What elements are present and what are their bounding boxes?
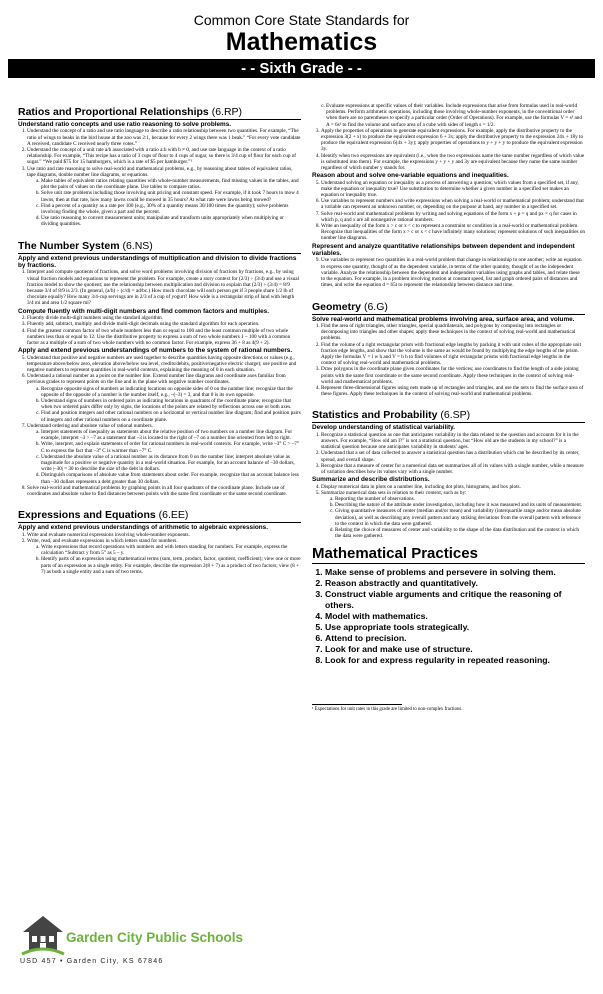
practice-item: 6. Attend to precision.: [325, 633, 585, 644]
sub-standard-item: b. Understand signs of numbers in ordered pairs as indicating locations in quadrants of the coordinate plane; recognize that when two ordered pairs differ only by signs, the locations of the points are related by reflections across one or both axes.: [41, 398, 301, 410]
standard-item: 1. Understand the concept of a ratio and use ratio language to describe a ratio relationship between two quantities. For example, “The ratio of wings to beaks in the bird house at the zoo was 2:1, because for every 2 wings there was 1 beak.” “For every vote candidate A received, candidate C received nearly three votes.”: [27, 128, 301, 147]
section-title-sp: Statistics and Probability (6.SP): [312, 409, 585, 423]
right-column: [312, 103, 585, 983]
standards-list: [18, 355, 301, 498]
sub-standard-item: d. Use ratio reasoning to convert measurement units; manipulate and transform units appropriately when multiplying or dividing quantities.: [41, 215, 301, 227]
standards-list: [18, 269, 301, 306]
sub-standard-item: d. Relating the choice of measures of center and variability to the shape of the data distribution and the context in which the data were gathered.: [335, 527, 585, 539]
cluster-heading: Apply and extend previous understandings of multiplication and division to divide fractions by fractions.: [18, 254, 297, 270]
sub-standard-item: c. Giving quantitative measures of center (median and/or mean) and variability (interquartile range and/or mean absolute deviation), as well as describing any overall pattern and any striking deviations from the overall pattern with reference to the context in which the data were gathered.: [335, 508, 585, 527]
practice-item: 3. Construct viable arguments and critique the reasoning of others.: [325, 589, 585, 611]
sub-standards-list: [27, 178, 301, 228]
sub-standard-item: b. Identify parts of an expression using mathematical terms (sum, term, product, factor, quotient, coefficient); view one or more parts of an expression as a single entity. For example, describe the expression 2(8 + 7) as a product of two factors; view (8 + 7) as both a single entity and a sum of two terms.: [41, 556, 301, 575]
left-column: [18, 103, 301, 983]
standard-item: 3. Draw polygons in the coordinate plane given coordinates for the vertices; use coordinates to find the length of a side joining points with the same first coordinate or the same second coordinate. Apply these techniques in the context of solving real-world and mathematical problems.: [321, 366, 585, 385]
standard-item: 4. Identify when two expressions are equivalent (i.e., when the two expressions name the same number regardless of which value is substituted into them). For example, the expressions y + y + y and 3y are equivalent because they name the same number regardless of which number y stands for.: [321, 153, 585, 172]
standard-item: 5. Summarize numerical data sets in relation to their context, such as by: a. Reporting the number of observations. b. Describing the nature of the attribute under investigation, including how it was measured and its units of measurement. c. Giving quantitative measures of center (median and/or mean) and variability (interquartile range and/or mean absolute deviation), as well as describing any overall pattern and any striking deviations from the overall pattern with reference to the context in which the data were gathered. d. Relating the choice of measures of center and variability to the shape of the data distribution and the context in which the data were gathered.: [321, 490, 585, 540]
sub-standard-item: a. Write expressions that record operations with numbers and with letters standing for numbers. For example, express the calculation “Subtract y from 5” as 5 – y.: [41, 544, 301, 556]
standard-item: 8. Write an inequality of the form x > c or x < c to represent a constraint or condition in a real-world or mathematical problem. Recognize that inequalities of the form x > c or x < c have infinitely many solutions; represent solutions of such inequalities on number line diagrams.: [321, 223, 585, 242]
standard-item: 5. Understand that positive and negative numbers are used together to describe quantities having opposite directions or values (e.g., temperature above/below zero, elevation above/below sea level, credits/debits, positive/negative electric charge); use positive and negative numbers to represent quantities in real-world contexts, explaining the meaning of 0 in each situation.: [27, 355, 301, 374]
school-building-icon: [20, 914, 66, 958]
standards-list: [312, 323, 585, 397]
standard-item: 2. Find the volume of a right rectangular prism with fractional edge lengths by packing it with unit cubes of the appropriate unit fraction edge lengths, and show that the volume is the same as would be found by multiplying the edge lengths of the prism. Apply the formulas V = l w h and V = b h to find volumes of right rectangular prisms with fractional edge lengths in the context of solving real-world and mathematical problems.: [321, 342, 585, 367]
cluster-heading: Reason about and solve one-variable equations and inequalities.: [312, 172, 509, 180]
cluster-heading: Solve real-world and mathematical problems involving area, surface area, and volume.: [312, 315, 575, 323]
cluster-heading: Represent and analyze quantitative relationships between dependent and independent variables.: [312, 242, 575, 258]
standard-item: 1. Write and evaluate numerical expressions involving whole-number exponents.: [27, 532, 301, 538]
standards-list: [312, 128, 585, 171]
sub-standards-list: [27, 386, 301, 423]
practice-item: 7. Look for and make use of structure.: [325, 644, 585, 655]
page-title: Mathematics: [225, 28, 378, 56]
sub-standard-item: c. Find a percent of a quantity as a rate per 100 (e.g., 30% of a quantity means 30/100 times the quantity); solve problems involving finding the whole, given a part and the percent.: [41, 203, 301, 215]
practice-item: 5. Use appropriate tools strategically.: [325, 622, 585, 633]
supertitle: Common Core State Standards for: [193, 12, 410, 28]
footnote: ¹ Expectations for unit rates in this grade are limited to non-complex fractions.: [312, 707, 463, 713]
standard-item: 2. Understand the concept of a unit rate a/b associated with a ratio a:b with b ≠ 0, and use rate language in the context of a ratio relationship. For example, “This recipe has a ratio of 3 cups of flour to 4 cups of sugar, so there is 3/4 cup of flour for each cup of sugar.” “We paid $75 for 15 hamburgers, which is a rate of $5 per hamburger.”¹: [27, 147, 301, 166]
standard-item: 3. Use ratio and rate reasoning to solve real-world and mathematical problems, e.g., by reasoning about tables of equivalent ratios, tape diagrams, double number line diagrams, or equations. a. Make tables of equivalent ratios relating quantities with whole-number measurements, find missing values in the tables, and plot the pairs of values on the coordinate plane. Use tables to compare ratios. b. Solve unit rate problems including those involving unit pricing and constant speed. For example, if it took 7 hours to mow 4 lawns, then at that rate, how many lawns could be mowed in 35 hours? At what rate were lawns being mowed? c. Find a percent of a quantity as a rate per 100 (e.g., 30% of a quantity means 30/100 times the quantity); solve problems involving finding the whole, given a part and the percent. d. Use ratio reasoning to convert measurement units; manipulate and transform units appropriately when multiplying or dividing quantities.: [27, 166, 301, 228]
footnote-rule: [312, 704, 402, 705]
sub-standard-item: b. Solve unit rate problems including those involving unit pricing and constant speed. For example, if it took 7 hours to mow 4 lawns, then at that rate, how many lawns could be mowed in 35 hours? At what rate were lawns being mowed?: [41, 190, 301, 202]
sub-standards-list: [312, 103, 585, 128]
standard-item: 1. Recognize a statistical question as one that anticipates variability in the data related to the question and accounts for it in the answers. For example, “How old am I?” is not a statistical question, but “How old are the students in my school?” is a statistical question because one anticipates variability in students’ ages.: [321, 432, 585, 451]
standard-item: 2. Write, read, and evaluate expressions in which letters stand for numbers. a. Write expressions that record operations with numbers and with letters standing for numbers. For example, express the calculation “Subtract y from 5” as 5 – y. b. Identify parts of an expression using mathematical terms (sum, term, product, factor, quotient, coefficient); view one or more parts of an expression as a single entity. For example, describe the expression 2(8 + 7) as a product of two factors; view (8 + 7) as both a single entity and a sum of two terms.: [27, 538, 301, 575]
practice-item: 4. Model with mathematics.: [325, 611, 585, 622]
logo-address: USD 457 • Garden City, KS 67846: [20, 958, 164, 965]
sub-standard-item: c. Find and position integers and other rational numbers on a horizontal or vertical number line diagram; find and position pairs of integers and other rational numbers on a coordinate plane.: [41, 410, 301, 422]
logo-name: Garden City Public Schools: [66, 930, 244, 945]
standard-item: 6. Understand a rational number as a point on the number line. Extend number line diagrams and coordinate axes familiar from previous grades to represent points on the line and in the plane with negative number coordinates. a. Recognize opposite signs of numbers as indicating locations on opposite sides of 0 on the number line; recognize that the opposite of the opposite of a number is the number itself, e.g., –(–3) = 3, and that 0 is its own opposite. b. Understand signs of numbers in ordered pairs as indicating locations in quadrants of the coordinate plane; recognize that when two ordered pairs differ only by signs, the locations of the points are related by reflections across one or both axes. c. Find and position integers and other rational numbers on a horizontal or vertical number line diagram; find and position pairs of integers and other rational numbers on a coordinate plane.: [27, 373, 301, 423]
section-title-ns: The Number System (6.NS): [18, 240, 301, 254]
section-title-g: Geometry (6.G): [312, 301, 585, 315]
section-title-mp: Mathematical Practices: [312, 545, 585, 564]
sub-standard-item: b. Write, interpret, and explain statements of order for rational numbers in real-world contexts. For example, write –3° C > –7° C to express the fact that –3° C is warmer than –7° C.: [41, 441, 301, 453]
sub-standards-list: [27, 544, 301, 575]
standards-list: [18, 128, 301, 227]
standard-item: 1. Interpret and compute quotients of fractions, and solve word problems involving division of fractions by fractions, e.g., by using visual fraction models and equations to represent the problem. For example, create a story context for (2/3) ÷ (3/4) and use a visual fraction model to show the quotient; use the relationship between multiplication and division to explain that (2/3) ÷ (3/4) = 8/9 because 3/4 of 8/9 is 2/3. (In general, (a/b) ÷ (c/d) = ad/bc.) How much chocolate will each person get if 3 people share 1/2 lb of chocolate equally? How many 3/4-cup servings are in 2/3 of a cup of yogurt? How wide is a rectangular strip of land with length 3/4 mi and area 1/2 square mi?: [27, 269, 301, 306]
standards-list: [18, 532, 301, 575]
sub-standard-item: c. Understand the absolute value of a rational number as its distance from 0 on the number line; interpret absolute value as magnitude for a positive or negative quantity in a real-world situation. For example, for an account balance of –30 dollars, write |–30| = 30 to describe the size of the debt in dollars.: [41, 454, 301, 473]
cluster-heading: Summarize and describe distributions.: [312, 476, 430, 484]
practices-list: [312, 567, 585, 666]
standard-item: 4. Find the greatest common factor of two whole numbers less than or equal to 100 and the least common multiple of two whole numbers less than or equal to 12. Use the distributive property to express a sum of two whole numbers 1 – 100 with a common factor as a multiple of a sum of two whole numbers with no common factor. For example, express 36 + 8 as 4(9 + 2).: [27, 328, 301, 347]
sub-standards-list: [27, 429, 301, 485]
sub-standard-item: a. Recognize opposite signs of numbers as indicating locations on opposite sides of 0 on the number line; recognize that the opposite of the opposite of a number is the number itself, e.g., –(–3) = 3, and that 0 is its own opposite.: [41, 386, 301, 398]
standards-list: [312, 257, 585, 288]
cluster-heading: Apply and extend previous understandings of arithmetic to algebraic expressions.: [18, 524, 269, 532]
sub-standard-item: d. Distinguish comparisons of absolute value from statements about order. For example, recognize that an account balance less than –30 dollars represents a debt greater than 30 dollars.: [41, 472, 301, 484]
grade-band: - - Sixth Grade - -: [8, 59, 595, 78]
practice-item: 1. Make sense of problems and persevere in solving them.: [325, 567, 585, 578]
standards-list: [18, 315, 301, 346]
district-logo: [18, 912, 258, 984]
cluster-heading: Compute fluently with multi-digit numbers and find common factors and multiples.: [18, 307, 270, 315]
practice-item: 2. Reason abstractly and quantitatively.: [325, 578, 585, 589]
sub-standard-item: a. Interpret statements of inequality as statements about the relative position of two numbers on a number line diagram. For example, interpret –3 > –7 as a statement that –3 is located to the right of –7 on a number line oriented from left to right.: [41, 429, 301, 441]
cluster-heading: Develop understanding of statistical variability.: [312, 424, 455, 432]
sub-standard-item: a. Make tables of equivalent ratios relating quantities with whole-number measurements, find missing values in the tables, and plot the pairs of values on the coordinate plane. Use tables to compare ratios.: [41, 178, 301, 190]
cluster-heading: Apply and extend previous understandings of numbers to the system of rational numbers.: [18, 347, 293, 355]
sub-standard-item: a. Reporting the number of observations.: [335, 496, 585, 502]
practice-item: 8. Look for and express regularity in repeated reasoning.: [325, 655, 585, 666]
sub-standard-item: b. Describing the nature of the attribute under investigation, including how it was measured and its units of measurement.: [335, 502, 585, 508]
standards-list: [312, 484, 585, 540]
standard-item: 6. Use variables to represent numbers and write expressions when solving a real-world or mathematical problem; understand that a variable can represent an unknown number, or, depending on the purpose at hand, any number in a specified set.: [321, 198, 585, 210]
page-header: [0, 0, 603, 78]
standard-item: 3. Recognize that a measure of center for a numerical data set summarizes all of its values with a single number, while a measure of variation describes how its values vary with a single number.: [321, 463, 585, 475]
sub-standard-item: c. Evaluate expressions at specific values of their variables. Include expressions that arise from formulas used in real-world problems. Perform arithmetic operations, including those involving whole-number exponents, in the conventional order when there are no parentheses to specify a particular order (Order of Operations). For example, use the formulas V = s³ and A = 6s² to find the volume and surface area of a cube with sides of length s = 1/2.: [326, 103, 585, 128]
cluster-heading: Understand ratio concepts and use ratio reasoning to solve problems.: [18, 121, 232, 128]
standard-item: 3. Fluently add, subtract, multiply and divide multi-digit decimals using the standard algorithm for each operation.: [27, 321, 301, 327]
standards-list: [312, 432, 585, 475]
standard-item: 8. Solve real-world and mathematical problems by graphing points in all four quadrants of the coordinate plane. Include use of coordinates and absolute value to find distances between points with the same first coordinate or the same second coordinate.: [27, 485, 301, 497]
standard-item: 7. Solve real-world and mathematical problems by writing and solving equations of the form x + p = q and px = q for cases in which p, q and x are all nonnegative rational numbers.: [321, 211, 585, 223]
standard-item: 4. Display numerical data in plots on a number line, including dot plots, histograms, and box plots.: [321, 484, 585, 490]
standards-list: [312, 180, 585, 242]
section-title-rp: Ratios and Proportional Relationships (6.RP): [18, 106, 301, 120]
sub-standards-list: [321, 496, 585, 539]
standard-item: 2. Understand that a set of data collected to answer a statistical question has a distribution which can be described by its center, spread, and overall shape.: [321, 450, 585, 462]
standard-item: 7. Understand ordering and absolute value of rational numbers. a. Interpret statements of inequality as statements about the relative position of two numbers on a number line diagram. For example, interpret –3 > –7 as a statement that –3 is located to the right of –7 on a number line oriented from left to right. b. Write, interpret, and explain statements of order for rational numbers in real-world contexts. For example, write –3° C > –7° C to express the fact that –3° C is warmer than –7° C. c. Understand the absolute value of a rational number as its distance from 0 on the number line; interpret absolute value as magnitude for a positive or negative quantity in a real-world situation. For example, for an account balance of –30 dollars, write |–30| = 30 to describe the size of the debt in dollars. d. Distinguish comparisons of absolute value from statements about order. For example, recognize that an account balance less than –30 dollars represents a debt greater than 30 dollars.: [27, 423, 301, 485]
standard-item: 4. Represent three-dimensional figures using nets made up of rectangles and triangles, and use the nets to find the surface area of these figures. Apply these techniques in the context of solving real-world and mathematical problems.: [321, 385, 585, 397]
standard-item: 3. Apply the properties of operations to generate equivalent expressions. For example, apply the distributive property to the expression 3(2 + x) to produce the equivalent expression 6 + 3x; apply the distributive property to the expression 24x + 18y to produce the equivalent expression 6(4x + 3y); apply properties of operations to y + y + y to produce the equivalent expression 3y.: [321, 128, 585, 153]
standard-item: 2. Fluently divide multi-digit numbers using the standard algorithm.: [27, 315, 301, 321]
section-title-ee: Expressions and Equations (6.EE): [18, 509, 301, 523]
standard-item: 9. Use variables to represent two quantities in a real-world problem that change in relationship to one another; write an equation to express one quantity, thought of as the dependent variable, in terms of the other quantity, thought of as the independent variable. Analyze the relationship between the dependent and independent variables using graphs and tables, and relate these to the equation. For example, in a problem involving motion at constant speed, list and graph ordered pairs of distances and times, and write the equation d = 65t to represent the relationship between distance and time.: [321, 257, 585, 288]
standard-item: 5. Understand solving an equation or inequality as a process of answering a question; which values from a specified set, if any, make the equation or inequality true? Use substitution to determine whether a given number in a specified set makes an equation or inequality true.: [321, 180, 585, 199]
standard-item: 1. Find the area of right triangles, other triangles, special quadrilaterals, and polygons by composing into rectangles or decomposing into triangles and other shapes; apply these techniques in the context of solving real-world and mathematical problems.: [321, 323, 585, 342]
